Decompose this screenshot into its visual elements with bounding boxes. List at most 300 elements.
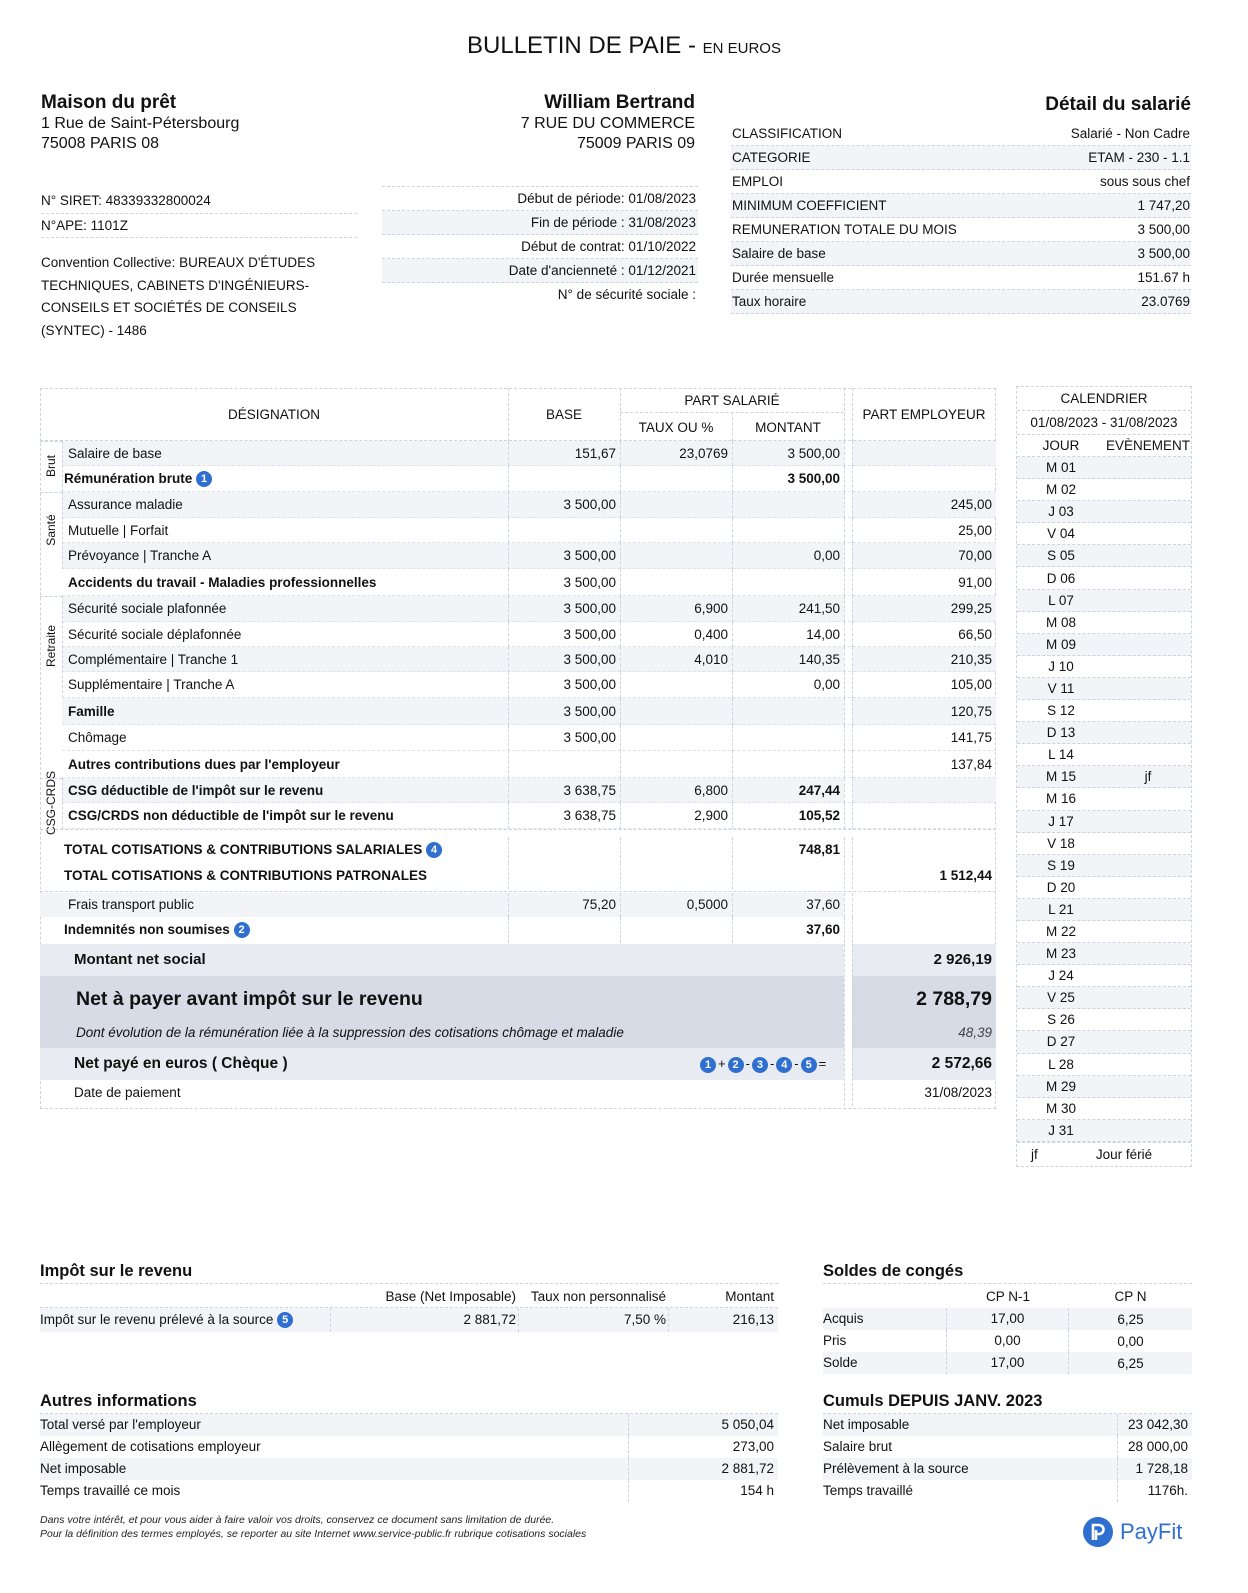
conges-title: Soldes de congés xyxy=(823,1262,1192,1284)
row-montant: 0,00 xyxy=(813,677,840,692)
autres-row xyxy=(40,1436,778,1458)
indemnites-text: Indemnités non soumises xyxy=(64,922,230,937)
row-employeur xyxy=(852,441,996,466)
cumuls-value: 23 042,30 xyxy=(1127,1417,1188,1432)
calendar-day xyxy=(1017,545,1191,567)
row-montant xyxy=(732,518,844,543)
designation-text: Accidents du travail - Maladies professionnelles xyxy=(68,575,377,590)
row-employeur: 66,50 xyxy=(958,627,992,642)
conges-row xyxy=(823,1352,1192,1374)
calendar xyxy=(1016,386,1192,1167)
calendar-day xyxy=(1017,855,1191,877)
calendar-day-label: D 06 xyxy=(1046,570,1076,586)
row-employeur: 120,75 xyxy=(950,704,992,719)
row-base: 3 500,00 xyxy=(563,652,616,667)
total-salarial-text: TOTAL COTISATIONS & CONTRIBUTIONS SALARIALES xyxy=(64,842,423,857)
conges-cpn: 6,25 xyxy=(1117,1355,1144,1371)
cumuls-section xyxy=(823,1392,1192,1502)
row-base: 151,67 xyxy=(574,446,616,461)
detail-row xyxy=(731,290,1191,314)
row-montant xyxy=(732,698,844,725)
employer-info xyxy=(41,190,357,342)
calendar-day-label: S 26 xyxy=(1047,1012,1075,1028)
row-employeur: 91,00 xyxy=(958,575,992,590)
row-employeur: 137,84 xyxy=(950,757,992,772)
detail-key: Salaire de base xyxy=(732,246,826,261)
detail-value: Salarié - Non Cadre xyxy=(1070,126,1190,141)
social-security-number: N° de sécurité sociale : xyxy=(557,287,696,302)
row-montant xyxy=(732,492,844,518)
row-taux: 4,010 xyxy=(694,652,728,667)
evolution-label: Dont évolution de la rémunération liée à la suppression des cotisations chômage et maladie xyxy=(76,1025,624,1040)
net-avant-value: 2 788,79 xyxy=(916,988,992,1010)
impot-header-taux: Taux non personnalisé xyxy=(530,1289,666,1304)
employee-block xyxy=(400,92,695,154)
detail-value: ETAM - 230 - 1.1 xyxy=(1088,150,1190,165)
header-montant: MONTANT xyxy=(755,420,821,435)
autres-key: Net imposable xyxy=(40,1461,127,1476)
row-taux xyxy=(620,698,732,725)
detail-row xyxy=(731,170,1191,194)
period-end: Fin de période : 31/08/2023 xyxy=(382,211,698,235)
footer-line-2: Pour la définition des termes employés, se reporter au site Internet www.service-public.fr rubrique cotisations sociales xyxy=(40,1528,587,1540)
calendar-day-label: M 29 xyxy=(1045,1078,1076,1094)
row-base xyxy=(508,518,620,543)
row-montant: 14,00 xyxy=(806,627,840,642)
calendar-day-label: V 18 xyxy=(1047,835,1075,851)
row-employeur xyxy=(852,466,996,492)
calendar-event: jf xyxy=(1144,769,1152,785)
badge-4: 4 xyxy=(776,1057,792,1073)
detail-row xyxy=(731,242,1191,266)
designation-text: Assurance maladie xyxy=(68,497,183,512)
calendar-day xyxy=(1017,501,1191,523)
row-montant: 241,50 xyxy=(798,601,840,616)
calendar-day xyxy=(1017,457,1191,479)
detail-value: 3 500,00 xyxy=(1137,222,1190,237)
conges-cpn: 0,00 xyxy=(1117,1333,1144,1349)
calendar-range: 01/08/2023 - 31/08/2023 xyxy=(1017,411,1191,435)
row-employeur xyxy=(852,803,996,829)
row-base: 3 500,00 xyxy=(563,575,616,590)
row-taux: 0,400 xyxy=(694,627,728,642)
detail-title: Détail du salarié xyxy=(1045,94,1191,115)
calendar-day-label: S 05 xyxy=(1047,548,1075,564)
calendar-day xyxy=(1017,612,1191,634)
net-social-label: Montant net social xyxy=(74,951,206,968)
row-taux: 23,0769 xyxy=(679,446,728,461)
footer-line-1: Dans votre intérêt, et pour vous aider à faire valoir vos droits, conservez ce document sans limitation de durée. xyxy=(40,1514,555,1526)
autres-value: 2 881,72 xyxy=(721,1461,774,1476)
badge-1: 1 xyxy=(196,471,212,487)
conges-row xyxy=(823,1308,1192,1330)
badge-5: 5 xyxy=(277,1312,293,1328)
designation-text: Salaire de base xyxy=(68,446,162,461)
row-taux: 6,900 xyxy=(694,601,728,616)
cumuls-row xyxy=(823,1436,1192,1458)
row-taux xyxy=(620,466,732,492)
row-montant xyxy=(732,569,844,596)
autres-row xyxy=(40,1480,778,1502)
row-designation xyxy=(64,803,504,829)
calendar-day-label: J 10 xyxy=(1048,658,1074,674)
conges-header-n1: CP N-1 xyxy=(985,1288,1030,1304)
designation-text: Complémentaire | Tranche 1 xyxy=(68,652,239,667)
row-employeur: 25,00 xyxy=(958,523,992,538)
row-designation xyxy=(64,751,504,778)
calendar-day xyxy=(1017,744,1191,766)
page-title: BULLETIN DE PAIE - EN EUROS xyxy=(467,32,781,59)
row-designation xyxy=(64,647,504,672)
designation-text: Sécurité sociale plafonnée xyxy=(68,601,227,616)
autres-key: Total versé par l'employeur xyxy=(40,1417,201,1432)
convention: Convention Collective: BUREAUX D'ÉTUDES TECHNIQUES, CABINETS D'INGÉNIEURS-CONSEILS ET SOCIÉTÉS DE CONSEILS (SYNTEC) - 1486 xyxy=(41,255,316,338)
calendar-legend-value: Jour férié xyxy=(1095,1146,1153,1162)
row-base: 3 500,00 xyxy=(563,548,616,563)
cumuls-key: Prélèvement à la source xyxy=(823,1461,969,1476)
transport-taux: 0,5000 xyxy=(686,897,728,912)
calendar-day-label: M 02 xyxy=(1045,482,1076,498)
row-taux xyxy=(620,725,732,751)
employer-block xyxy=(41,92,361,154)
calendar-day-label: D 27 xyxy=(1046,1034,1076,1050)
detail-value: sous sous chef xyxy=(1099,174,1190,189)
row-employeur: 210,35 xyxy=(950,652,992,667)
impot-title: Impôt sur le revenu xyxy=(40,1262,778,1284)
calendar-day-label: L 21 xyxy=(1048,901,1074,917)
detail-value: 1 747,20 xyxy=(1137,198,1190,213)
designation-text: Famille xyxy=(68,704,115,719)
row-designation xyxy=(64,569,504,596)
row-taux xyxy=(620,672,732,698)
calendar-day-label: J 03 xyxy=(1048,504,1074,520)
impot-montant: 216,13 xyxy=(732,1312,774,1327)
row-designation xyxy=(64,725,504,751)
row-employeur: 245,00 xyxy=(950,497,992,512)
calendar-day xyxy=(1017,722,1191,744)
badge-1: 1 xyxy=(700,1057,716,1073)
detail-row xyxy=(731,122,1191,146)
employee-detail xyxy=(731,94,1191,314)
autres-value: 5 050,04 xyxy=(721,1417,774,1432)
employer-address-1: 1 Rue de Saint-Pétersbourg xyxy=(41,115,240,132)
badge-3: 3 xyxy=(752,1057,768,1073)
row-employeur: 299,25 xyxy=(950,601,992,616)
row-base: 3 500,00 xyxy=(563,601,616,616)
group-label-brut: Brut xyxy=(44,454,58,477)
impot-header-base: Base (Net Imposable) xyxy=(385,1289,516,1304)
row-base: 3 638,75 xyxy=(563,783,616,798)
cumuls-value: 28 000,00 xyxy=(1127,1439,1188,1454)
row-employeur: 70,00 xyxy=(958,548,992,563)
detail-value: 23.0769 xyxy=(1141,294,1190,309)
row-taux xyxy=(620,569,732,596)
calendar-day-label: D 20 xyxy=(1046,879,1076,895)
calendar-day xyxy=(1017,987,1191,1009)
transport-base: 75,20 xyxy=(582,897,616,912)
calendar-day xyxy=(1017,921,1191,943)
net-paye-label: Net payé en euros ( Chèque ) xyxy=(74,1055,288,1072)
evolution-value: 48,39 xyxy=(958,1025,992,1040)
calendar-day xyxy=(1017,1054,1191,1076)
calendar-day xyxy=(1017,1120,1191,1142)
formula-operator: - xyxy=(794,1056,799,1071)
calendar-day xyxy=(1017,523,1191,545)
calendar-title: CALENDRIER xyxy=(1017,387,1191,411)
header-designation: DÉSIGNATION xyxy=(227,407,320,422)
designation-text: Mutuelle | Forfait xyxy=(68,523,169,538)
formula-operator: = xyxy=(818,1056,827,1071)
employer-address-2: 75008 PARIS 08 xyxy=(41,135,160,152)
detail-row xyxy=(731,194,1191,218)
impot-base: 2 881,72 xyxy=(463,1312,516,1327)
calendar-day xyxy=(1017,943,1191,965)
calendar-day-label: D 13 xyxy=(1046,725,1076,741)
row-designation xyxy=(64,622,504,647)
conges-row xyxy=(823,1330,1192,1352)
cumuls-key: Salaire brut xyxy=(823,1439,893,1454)
detail-row xyxy=(731,146,1191,170)
payfit-logo xyxy=(1082,1516,1182,1548)
seniority-date: Date d'ancienneté : 01/12/2021 xyxy=(382,259,698,283)
formula-operator: - xyxy=(745,1056,750,1071)
contract-start: Début de contrat: 01/10/2022 xyxy=(382,235,698,259)
calendar-day-label: J 24 xyxy=(1048,968,1074,984)
conges-key: Acquis xyxy=(823,1308,947,1330)
total-patronal-value: 1 512,44 xyxy=(939,868,992,883)
payfit-brand: PayFit xyxy=(1120,1519,1183,1544)
calendar-day xyxy=(1017,590,1191,612)
date-paiement-label: Date de paiement xyxy=(74,1085,181,1100)
header-part-employeur: PART EMPLOYEUR xyxy=(862,407,986,422)
calendar-day-label: V 04 xyxy=(1047,526,1075,542)
designation-text: CSG déductible de l'impôt sur le revenu xyxy=(68,783,324,798)
row-taux xyxy=(620,751,732,778)
row-montant: 247,44 xyxy=(798,783,840,798)
calendar-day xyxy=(1017,634,1191,656)
detail-key: REMUNERATION TOTALE DU MOIS xyxy=(732,222,957,237)
detail-key: MINIMUM COEFFICIENT xyxy=(732,198,887,213)
badge-2: 2 xyxy=(728,1057,744,1073)
autres-key: Temps travaillé ce mois xyxy=(40,1483,181,1498)
detail-key: EMPLOI xyxy=(732,174,784,189)
impot-label: Impôt sur le revenu prélevé à la source 5 xyxy=(40,1312,293,1328)
row-employeur: 141,75 xyxy=(950,730,992,745)
row-montant: 140,35 xyxy=(798,652,840,667)
calendar-day xyxy=(1017,1031,1191,1053)
row-base xyxy=(508,466,620,492)
row-employeur: 105,00 xyxy=(950,677,992,692)
employee-name: William Bertrand xyxy=(544,92,695,113)
ape: N°APE: 1101Z xyxy=(41,214,357,238)
autres-value: 154 h xyxy=(740,1483,774,1498)
row-taux xyxy=(620,518,732,543)
row-designation xyxy=(64,698,504,725)
detail-row xyxy=(731,266,1191,290)
calendar-day-label: M 09 xyxy=(1045,636,1076,652)
row-designation xyxy=(64,543,504,569)
designation-text: Prévoyance | Tranche A xyxy=(68,548,212,563)
detail-value: 3 500,00 xyxy=(1137,246,1190,261)
detail-key: Durée mensuelle xyxy=(732,270,835,285)
row-montant xyxy=(732,751,844,778)
detail-row xyxy=(731,218,1191,242)
autres-row xyxy=(40,1458,778,1480)
conges-cpn1: 0,00 xyxy=(947,1330,1069,1352)
payslip-table-content xyxy=(40,388,996,1100)
transport-montant: 37,60 xyxy=(806,897,840,912)
calendar-day-label: J 31 xyxy=(1048,1122,1074,1138)
employee-address-1: 7 RUE DU COMMERCE xyxy=(520,115,695,132)
cumuls-title: Cumuls DEPUIS JANV. 2023 xyxy=(823,1392,1192,1414)
calendar-day xyxy=(1017,479,1191,501)
indemnites-montant: 37,60 xyxy=(806,922,840,937)
calendar-day-label: M 15 xyxy=(1045,769,1076,785)
designation-text: Sécurité sociale déplafonnée xyxy=(68,627,242,642)
conges-cpn: 6,25 xyxy=(1117,1311,1144,1327)
conges-key: Pris xyxy=(823,1330,947,1352)
calendar-day-label: J 17 xyxy=(1048,813,1074,829)
formula-operator: + xyxy=(718,1056,726,1071)
net-social-value: 2 926,19 xyxy=(933,951,992,968)
detail-key: CATEGORIE xyxy=(732,150,811,165)
row-base: 3 500,00 xyxy=(563,677,616,692)
calendar-day xyxy=(1017,877,1191,899)
row-base xyxy=(508,751,620,778)
formula-operator: - xyxy=(769,1056,775,1071)
calendar-day xyxy=(1017,833,1191,855)
row-designation xyxy=(64,492,504,518)
calendar-day-label: L 07 xyxy=(1048,592,1074,608)
payfit-icon xyxy=(1082,1516,1114,1548)
cumuls-key: Net imposable xyxy=(823,1417,910,1432)
badge-4: 4 xyxy=(426,842,442,858)
row-montant xyxy=(732,725,844,751)
autres-section xyxy=(40,1392,778,1502)
row-taux: 6,800 xyxy=(694,783,728,798)
employee-address-2: 75009 PARIS 09 xyxy=(576,135,695,152)
calendar-day xyxy=(1017,567,1191,589)
row-base: 3 500,00 xyxy=(563,627,616,642)
indemnites-label xyxy=(60,917,500,943)
cumuls-value: 1 728,18 xyxy=(1135,1461,1188,1476)
designation-text: CSG/CRDS non déductible de l'impôt sur le revenu xyxy=(68,808,394,823)
header-base: BASE xyxy=(545,407,583,422)
calendar-day xyxy=(1017,811,1191,833)
row-montant: 3 500,00 xyxy=(787,446,840,461)
calendar-legend-key: jf xyxy=(1031,1146,1038,1162)
row-montant: 105,52 xyxy=(798,808,840,823)
siret: N° SIRET: 48339332800024 xyxy=(41,190,357,214)
calendar-day-label: M 30 xyxy=(1045,1100,1076,1116)
designation-text: Rémunération brute xyxy=(64,471,193,486)
total-patronal-label: TOTAL COTISATIONS & CONTRIBUTIONS PATRONALES xyxy=(64,868,427,883)
cumuls-row xyxy=(823,1414,1192,1436)
calendar-day xyxy=(1017,1076,1191,1098)
conges-section xyxy=(823,1262,1192,1374)
header-taux: TAUX OU % xyxy=(638,420,714,435)
conges-header-n: CP N xyxy=(1114,1288,1147,1304)
row-taux xyxy=(620,543,732,569)
calendar-day xyxy=(1017,766,1191,788)
autres-title: Autres informations xyxy=(40,1392,778,1414)
calendar-day-label: L 28 xyxy=(1048,1056,1074,1072)
conges-cpn1: 17,00 xyxy=(947,1352,1069,1374)
row-base: 3 500,00 xyxy=(563,730,616,745)
calendar-day-label: M 23 xyxy=(1045,946,1076,962)
badge-5: 5 xyxy=(801,1057,817,1073)
designation-text: Autres contributions dues par l'employeur xyxy=(68,757,340,772)
calendar-day xyxy=(1017,656,1191,678)
row-designation xyxy=(64,596,504,622)
group-label-sante: Santé xyxy=(44,513,58,546)
row-employeur xyxy=(852,778,996,803)
calendar-day xyxy=(1017,678,1191,700)
period-start: Début de période: 01/08/2023 xyxy=(382,187,698,211)
row-designation xyxy=(64,441,504,466)
autres-row xyxy=(40,1414,778,1436)
row-montant: 0,00 xyxy=(813,548,840,563)
row-taux xyxy=(620,492,732,518)
row-designation xyxy=(64,518,504,543)
row-taux: 2,900 xyxy=(694,808,728,823)
row-base: 3 638,75 xyxy=(563,808,616,823)
period-info xyxy=(382,186,698,307)
autres-key: Allègement de cotisations employeur xyxy=(40,1439,261,1454)
calendar-day xyxy=(1017,700,1191,722)
footer-notes xyxy=(40,1513,586,1541)
row-designation xyxy=(64,778,504,803)
calendar-day-label: M 01 xyxy=(1045,460,1076,476)
cumuls-row xyxy=(823,1458,1192,1480)
calendar-day xyxy=(1017,1098,1191,1120)
calendar-day-label: S 19 xyxy=(1047,857,1075,873)
calendar-day-label: V 25 xyxy=(1047,990,1075,1006)
autres-value: 273,00 xyxy=(732,1439,774,1454)
row-base: 3 500,00 xyxy=(563,497,616,512)
net-formula xyxy=(700,1056,828,1073)
impot-header-montant: Montant xyxy=(725,1289,774,1304)
cumuls-row xyxy=(823,1480,1192,1502)
badge-2: 2 xyxy=(234,922,250,938)
impot-section xyxy=(40,1262,778,1332)
cumuls-value: 1176h. xyxy=(1147,1483,1188,1498)
designation-text: Supplémentaire | Tranche A xyxy=(68,677,235,692)
group-label-retraite: Retraite xyxy=(44,624,58,668)
cumuls-key: Temps travaillé xyxy=(823,1483,914,1498)
calendar-day xyxy=(1017,1009,1191,1031)
calendar-day-label: V 11 xyxy=(1047,680,1075,696)
row-designation xyxy=(60,466,500,492)
conges-cpn1: 17,00 xyxy=(947,1308,1069,1330)
detail-key: CLASSIFICATION xyxy=(732,126,843,141)
total-salarial-value: 748,81 xyxy=(798,842,840,857)
employer-name: Maison du prêt xyxy=(41,92,177,113)
calendar-day-label: M 08 xyxy=(1045,614,1076,630)
detail-key: Taux horaire xyxy=(732,294,807,309)
designation-text: Chômage xyxy=(68,730,127,745)
calendar-day xyxy=(1017,788,1191,810)
calendar-day-label: M 16 xyxy=(1045,791,1076,807)
conges-key: Solde xyxy=(823,1352,947,1374)
calendar-col-day: JOUR xyxy=(1042,438,1080,453)
calendar-col-event: EVÈNEMENT xyxy=(1105,438,1190,453)
header-part-salarie: PART SALARIÉ xyxy=(684,393,780,408)
row-designation xyxy=(64,672,504,698)
net-avant-label: Net à payer avant impôt sur le revenu xyxy=(76,988,423,1010)
row-base: 3 500,00 xyxy=(563,704,616,719)
date-paiement-value: 31/08/2023 xyxy=(924,1085,992,1100)
